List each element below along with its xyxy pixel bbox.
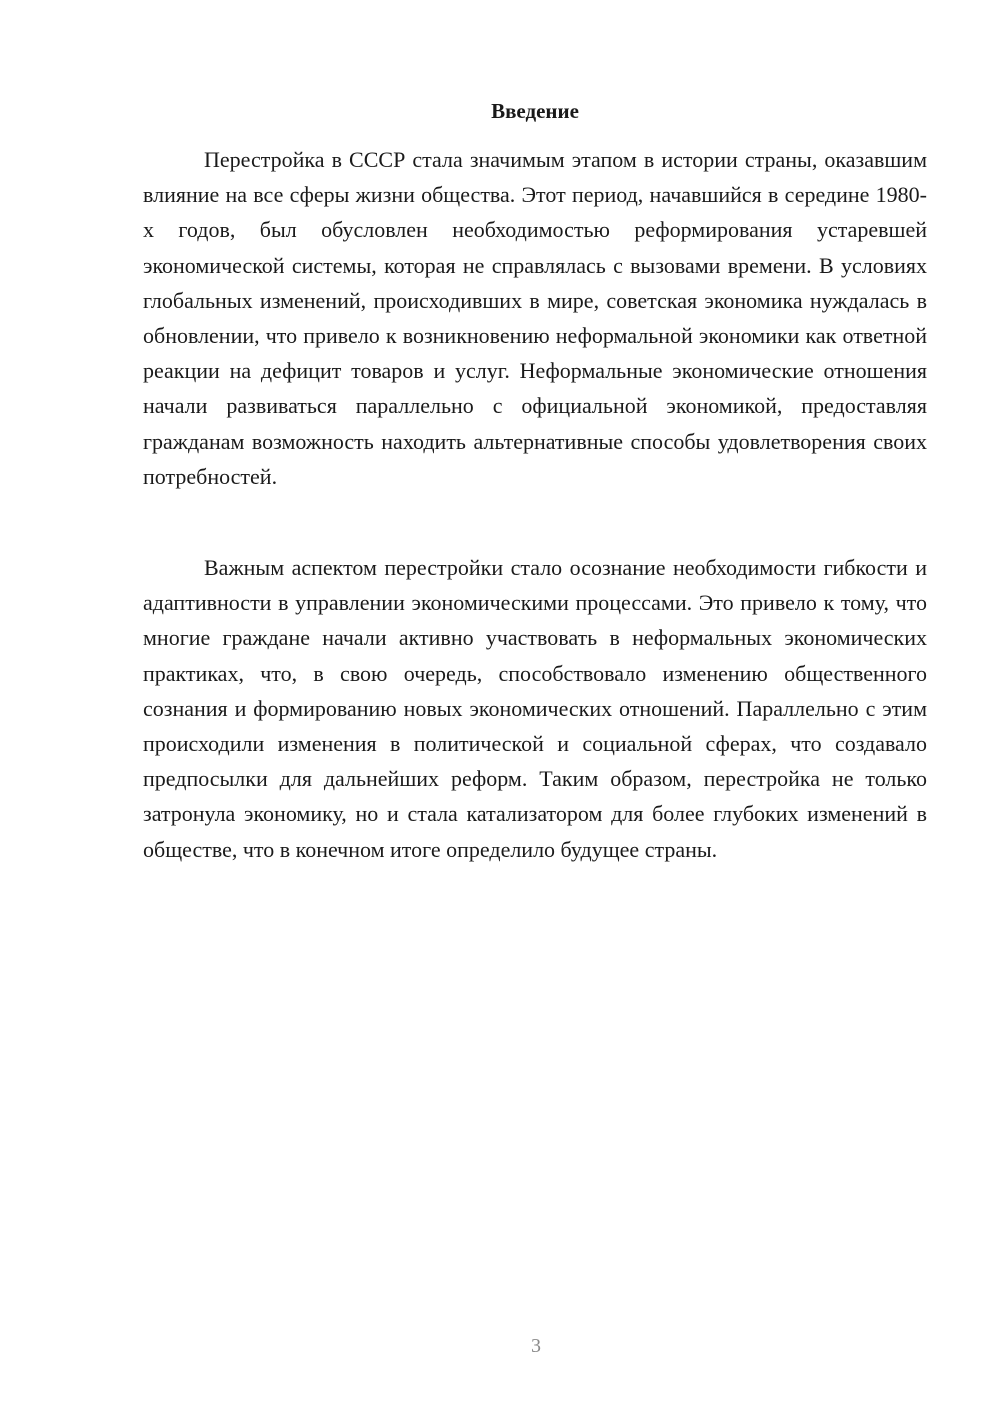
section-heading: Введение [491,99,579,123]
page-number: 3 [531,1335,541,1357]
paragraph-2: Важным аспектом перестройки стало осознание необходимости гибкости и адаптивности в управлении экономическими процессами. Это привело к тому, что многие граждане начали активно участвовать в неформальных экономических практиках, что, в свою очередь, способствовало изменению общественного сознания и формированию новых экономических отношений. Параллельно с этим происходили изменения в политической и социальной сферах, что создавало предпосылки для дальнейших реформ. Таким образом, перестройка не только затронула экономику, но и стала катализатором для более глубоких изменений в обществе, что в конечном итоге определило будущее страны. [143,555,927,862]
paragraph-1: Перестройка в СССР стала значимым этапом в истории страны, оказавшим влияние на все сферы жизни общества. Этот период, начавшийся в середине 1980-х годов, был обусловлен необходимостью реформирования устаревшей экономической системы, которая не справлялась с вызовами времени. В условиях глобальных изменений, происходивших в мире, советская экономика нуждалась в обновлении, что привело к возникновению неформальной экономики как ответной реакции на дефицит товаров и услуг. Неформальные экономические отношения начали развиваться параллельно с официальной экономикой, предоставляя гражданам возможность находить альтернативные способы удовлетворения своих потребностей. [143,147,927,489]
